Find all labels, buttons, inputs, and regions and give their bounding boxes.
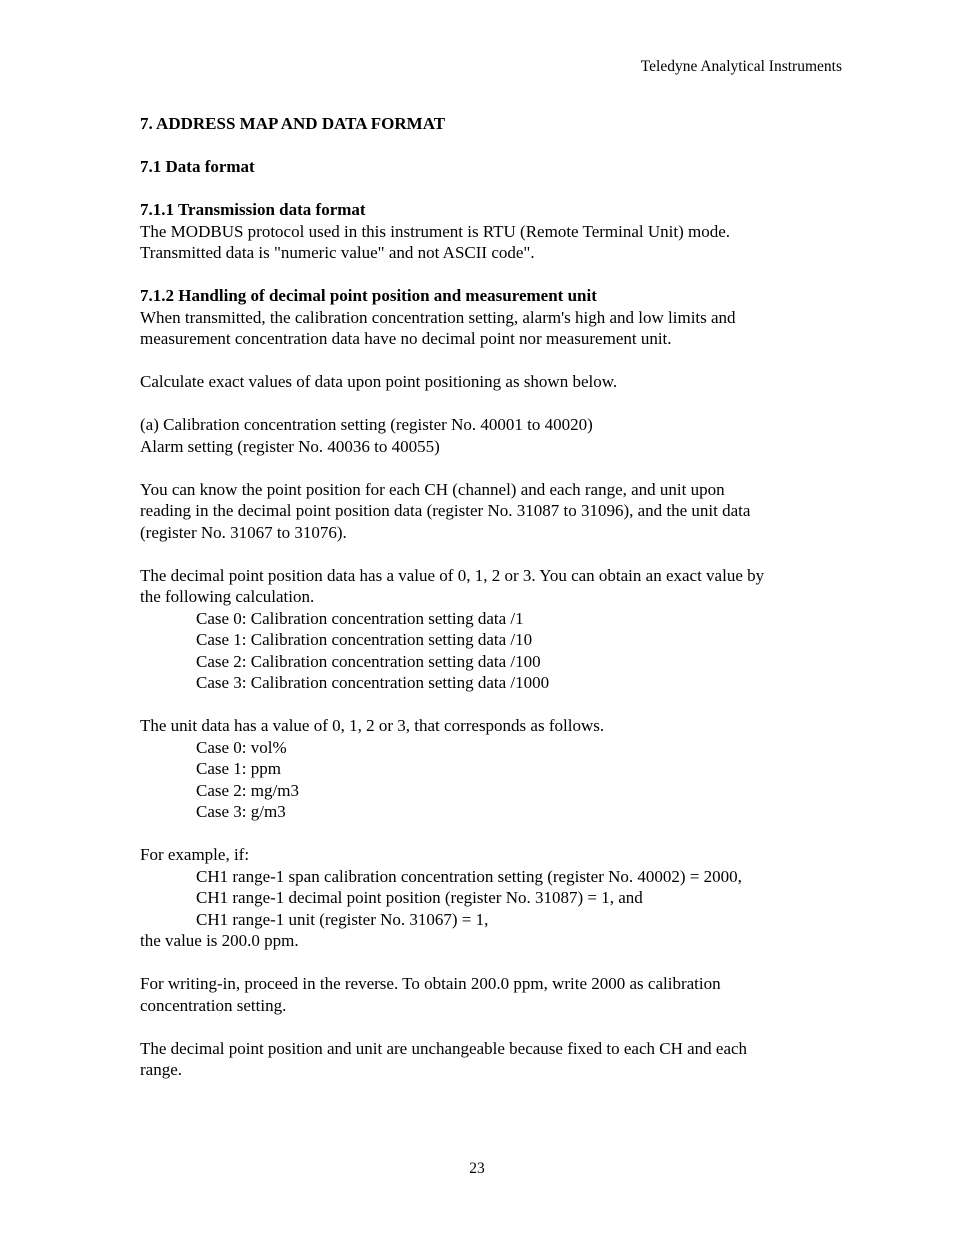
unit-case-1: Case 1: ppm bbox=[196, 759, 281, 778]
fixed-para-line-1: The decimal point position and unit are unchangeable because fixed to each CH and each bbox=[140, 1038, 748, 1058]
point-para-line-1: You can know the point position for each CH (channel) and each range, and unit upon bbox=[140, 479, 725, 499]
writing-para-line-2: concentration setting. bbox=[140, 995, 287, 1015]
example-item-3: CH1 range-1 unit (register No. 31067) = 1, bbox=[196, 909, 489, 929]
writing-para-line-1: For writing-in, proceed in the reverse. To obtain 200.0 ppm, write 2000 as calibration bbox=[140, 974, 721, 993]
decimal-case-2: Case 2: Calibration concentration setting data /100 bbox=[196, 651, 541, 671]
item-a-line-1: (a) Calibration concentration setting (register No. 40001 to 40020) bbox=[140, 415, 593, 434]
s712-title: 7.1.2 Handling of decimal point position and measurement unit bbox=[140, 286, 597, 305]
example-intro: For example, if: bbox=[140, 845, 250, 864]
item-a-line-2: Alarm setting (register No. 40036 to 40055) bbox=[140, 436, 440, 456]
page-content bbox=[140, 113, 840, 1081]
s711-line-2: Transmitted data is "numeric value" and not ASCII code". bbox=[140, 243, 535, 262]
decimal-case-1: Case 1: Calibration concentration setting data /10 bbox=[196, 630, 533, 649]
unit-case-3: Case 3: g/m3 bbox=[196, 802, 286, 821]
decimal-case-0: Case 0: Calibration concentration setting data /1 bbox=[196, 608, 524, 628]
unit-intro: The unit data has a value of 0, 1, 2 or 3, that corresponds as follows. bbox=[140, 716, 605, 735]
section-title: 7. ADDRESS MAP AND DATA FORMAT bbox=[140, 114, 446, 133]
s711-line-1: The MODBUS protocol used in this instrument is RTU (Remote Terminal Unit) mode. bbox=[140, 221, 731, 241]
s711-title: 7.1.1 Transmission data format bbox=[140, 200, 366, 219]
subsection-title: 7.1 Data format bbox=[140, 157, 255, 176]
example-item-1: CH1 range-1 span calibration concentration setting (register No. 40002) = 2000, bbox=[196, 866, 742, 886]
point-para-line-3: (register No. 31067 to 31076). bbox=[140, 522, 347, 542]
example-item-2: CH1 range-1 decimal point position (register No. 31087) = 1, and bbox=[196, 888, 643, 907]
decimal-para-line-2: the following calculation. bbox=[140, 587, 315, 606]
decimal-case-3: Case 3: Calibration concentration setting data /1000 bbox=[196, 673, 550, 692]
point-para-line-2: reading in the decimal point position data (register No. 31087 to 31096), and the unit data bbox=[140, 501, 751, 520]
s712-line-1: When transmitted, the calibration concentration setting, alarm's high and low limits and bbox=[140, 307, 736, 327]
unit-case-0: Case 0: vol% bbox=[196, 737, 287, 757]
fixed-para-line-2: range. bbox=[140, 1060, 183, 1079]
example-result: the value is 200.0 ppm. bbox=[140, 931, 299, 950]
page-number: 23 bbox=[469, 1160, 485, 1177]
calc-intro: Calculate exact values of data upon point positioning as shown below. bbox=[140, 372, 618, 391]
s712-line-2: measurement concentration data have no decimal point nor measurement unit. bbox=[140, 329, 672, 348]
decimal-para-line-1: The decimal point position data has a value of 0, 1, 2 or 3. You can obtain an exact value by bbox=[140, 565, 765, 585]
unit-case-2: Case 2: mg/m3 bbox=[196, 780, 299, 800]
page-header: Teledyne Analytical Instruments bbox=[640, 58, 842, 75]
